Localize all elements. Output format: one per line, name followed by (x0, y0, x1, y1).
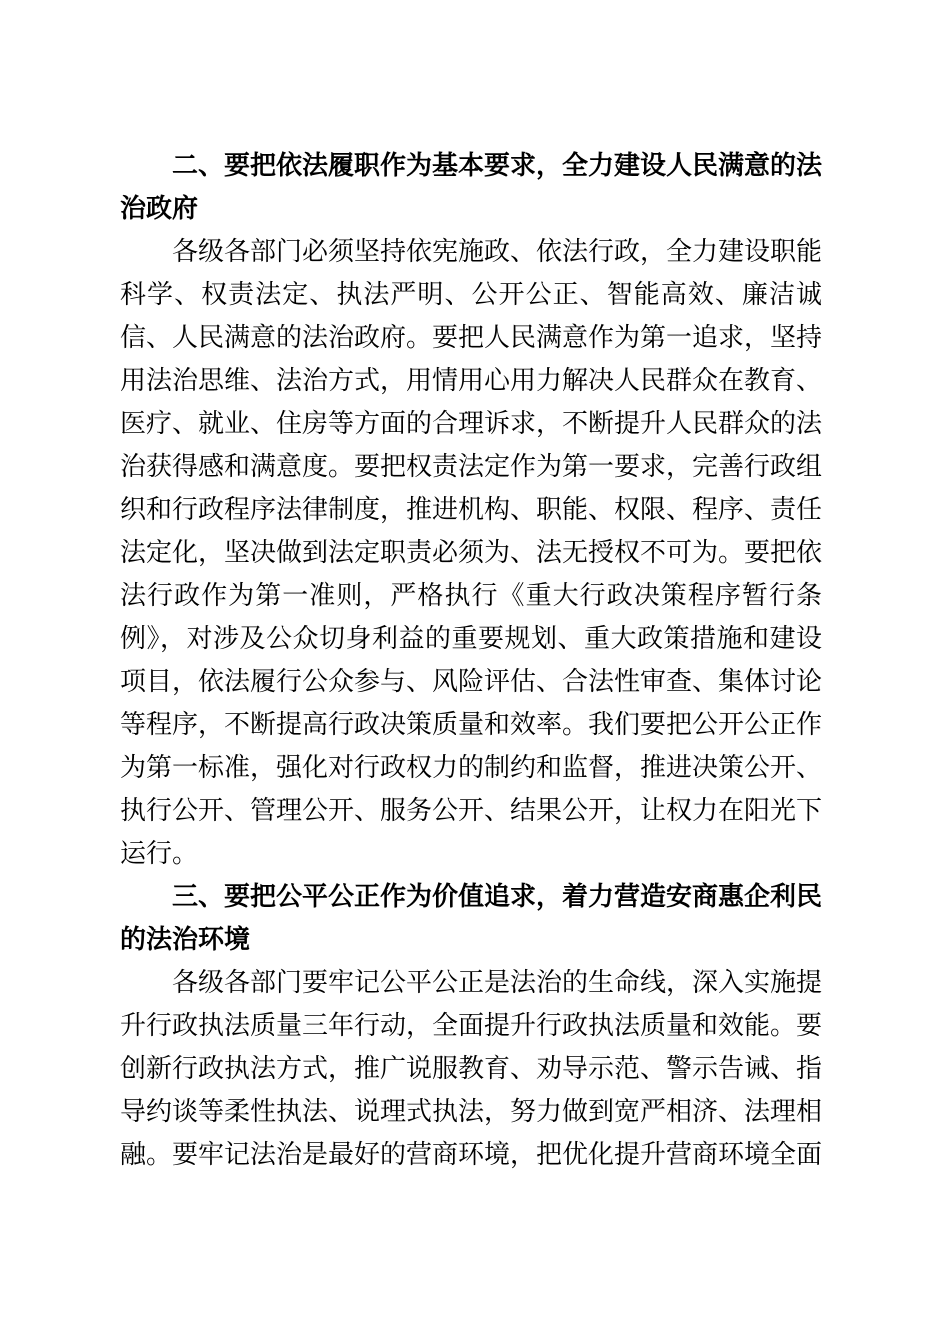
section-2-paragraph: 各级各部门必须坚持依宪施政、依法行政，全力建设职能科学、权责法定、执法严明、公开公正、智能高效、廉洁诚信、人民满意的法治政府。要把人民满意作为第一追求，坚持用法治思维、法治方式，用情用心用力解决人民群众在教育、医疗、就业、住房等方面的合理诉求，不断提升人民群众的法治获得感和满意度。要把权责法定作为第一要求，完善行政组织和行政程序法律制度，推进机构、职能、权限、程序、责任法定化，坚决做到法定职责必须为、法无授权不可为。要把依法行政作为第一准则，严格执行《重大行政决策程序暂行条例》，对涉及公众切身利益的重要规划、重大政策措施和建设项目，依法履行公众参与、风险评估、合法性审查、集体讨论等程序，不断提高行政决策质量和效率。我们要把公开公正作为第一标准，强化对行政权力的制约和监督，推进决策公开、执行公开、管理公开、服务公开、结果公开，让权力在阳光下运行。 (120, 237, 823, 868)
section-heading-3: 三、要把公平公正作为价值追求，着力营造安商惠企利民的法治环境 (120, 881, 823, 954)
section-3-paragraph: 各级各部门要牢记公平公正是法治的生命线，深入实施提升行政执法质量三年行动，全面提升行政执法质量和效能。要创新行政执法方式，推广说服教育、劝导示范、警示告诫、指导约谈等柔性执法、说理式执法，努力做到宽严相济、法理相融。要牢记法治是最好的营商环境，把优化提升营商环境全面 (120, 968, 823, 1169)
section-heading-2: 二、要把依法履职作为基本要求，全力建设人民满意的法治政府 (120, 150, 823, 223)
